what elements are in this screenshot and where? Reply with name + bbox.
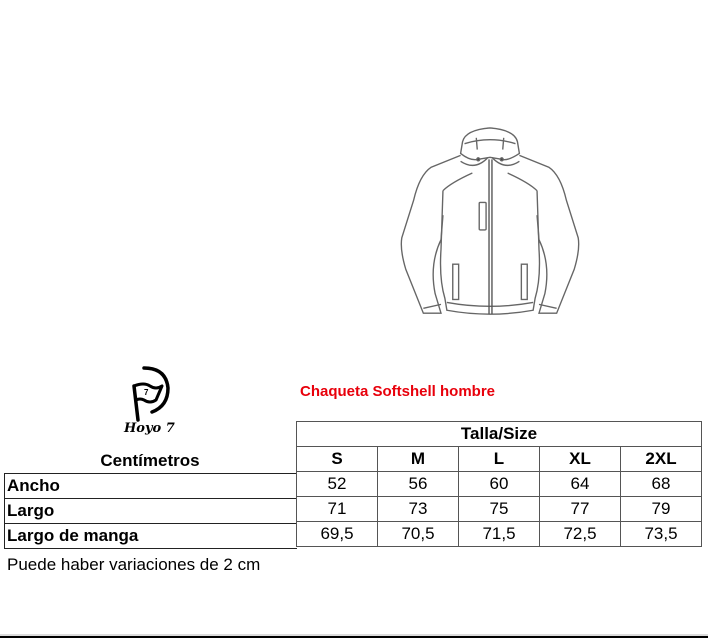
table-cell: 73 xyxy=(378,497,459,522)
table-cell: 72,5 xyxy=(540,522,621,547)
table-cell: 73,5 xyxy=(621,522,702,547)
bottom-divider xyxy=(0,634,708,638)
table-row-ancho xyxy=(297,472,702,497)
table-cell: 52 xyxy=(297,472,378,497)
row-label-largo-de-manga: Largo de manga xyxy=(5,524,298,549)
measurement-labels-column xyxy=(4,473,297,549)
unit-label: Centímetros xyxy=(100,451,200,470)
table-cell: 77 xyxy=(540,497,621,522)
table-cell: 60 xyxy=(459,472,540,497)
size-header-l: L xyxy=(459,447,540,472)
table-row-largo xyxy=(297,497,702,522)
table-cell: 75 xyxy=(459,497,540,522)
table-row-largo-de-manga xyxy=(297,522,702,547)
table-cell: 79 xyxy=(621,497,702,522)
hoyo7-logo xyxy=(110,362,190,436)
row-label-largo: Largo xyxy=(5,499,298,524)
product-title: Chaqueta Softshell hombre xyxy=(300,383,496,400)
table-cell: 56 xyxy=(378,472,459,497)
table-cell: 71 xyxy=(297,497,378,522)
size-header-m: M xyxy=(378,447,459,472)
size-header-s: S xyxy=(297,447,378,472)
table-cell: 71,5 xyxy=(459,522,540,547)
size-header-xl: XL xyxy=(540,447,621,472)
table-cell: 70,5 xyxy=(378,522,459,547)
table-cell: 69,5 xyxy=(297,522,378,547)
size-header-2xl: 2XL xyxy=(621,447,702,472)
jacket-illustration xyxy=(392,122,588,328)
row-label-ancho: Ancho xyxy=(5,474,298,499)
table-cell: 68 xyxy=(621,472,702,497)
table-cell: 64 xyxy=(540,472,621,497)
size-group-header: Talla/Size xyxy=(297,422,702,447)
size-header-row xyxy=(297,447,702,472)
svg-text:Hoyo 7: Hoyo 7 xyxy=(124,421,175,436)
variation-note: Puede haber variaciones de 2 cm xyxy=(7,555,261,574)
svg-text:7: 7 xyxy=(144,388,149,397)
size-table xyxy=(296,421,702,547)
